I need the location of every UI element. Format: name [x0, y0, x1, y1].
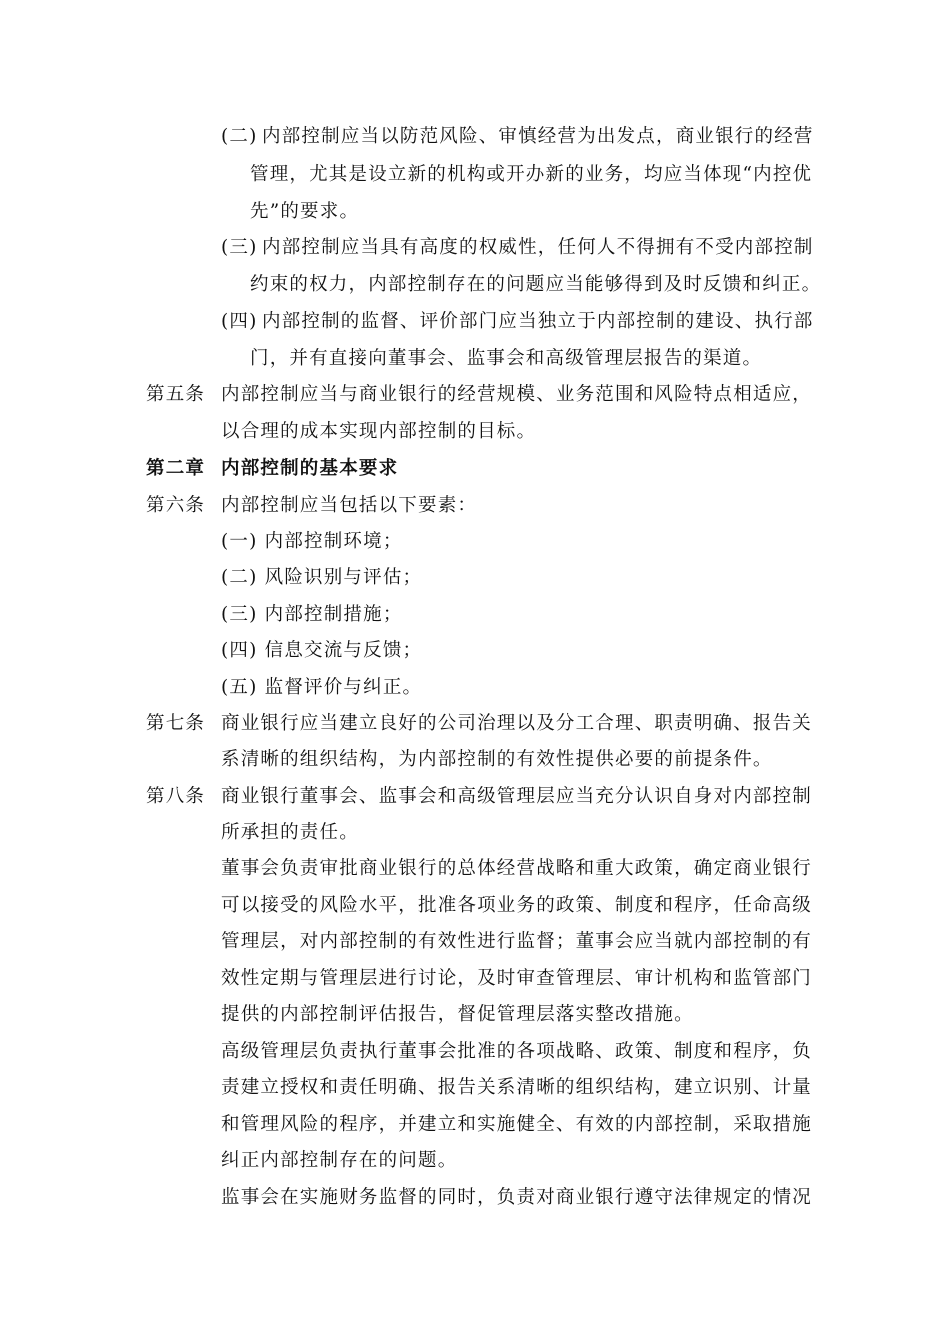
article-text-line: 内部控制应当包括以下要素： [221, 495, 478, 516]
item-text-line: 先”的要求。 [250, 201, 360, 222]
item-text-line: 约束的权力，内部控制存在的问题应当能够得到及时反馈和纠正。 [250, 274, 822, 295]
paragraph-line: 和管理风险的程序，并建立和实施健全、有效的内部控制，采取措施 [221, 1114, 813, 1135]
paragraph-line: 管理层，对内部控制的有效性进行监督；董事会应当就内部控制的有 [221, 931, 813, 952]
article-text-line: 内部控制应当与商业银行的经营规模、业务范围和风险特点相适应， [221, 384, 813, 405]
article-text-line: 商业银行董事会、监事会和高级管理层应当充分认识自身对内部控制 [221, 786, 813, 807]
paragraph-line: 董事会负责审批商业银行的总体经营战略和重大政策，确定商业银行 [221, 858, 813, 879]
article-text-line: 系清晰的组织结构，为内部控制的有效性提供必要的前提条件。 [221, 749, 773, 770]
list-item: (一) 内部控制环境； [221, 531, 403, 552]
paragraph-line: 监事会在实施财务监督的同时，负责对商业银行遵守法律规定的情况 [221, 1187, 813, 1208]
article-label: 第六条 [146, 495, 206, 516]
list-item: (三) 内部控制措施； [221, 604, 403, 625]
chapter-title: 内部控制的基本要求 [221, 458, 399, 479]
article-label: 第八条 [146, 786, 206, 807]
article-label: 第五条 [146, 384, 206, 405]
chapter-label: 第二章 [146, 458, 206, 479]
article-text-line: 以合理的成本实现内部控制的目标。 [221, 421, 537, 442]
article-text-line: 商业银行应当建立良好的公司治理以及分工合理、职责明确、报告关 [221, 713, 813, 734]
article-text-line: 所承担的责任。 [221, 822, 359, 843]
article-label: 第七条 [146, 713, 206, 734]
item-marker: (四) [221, 311, 258, 332]
item-marker: (三) [221, 237, 258, 258]
item-marker: (二) [221, 126, 258, 147]
list-item: (二) 风险识别与评估； [221, 567, 423, 588]
paragraph-line: 责建立授权和责任明确、报告关系清晰的组织结构，建立识别、计量 [221, 1077, 813, 1098]
list-item: (五) 监督评价与纠正。 [221, 677, 423, 698]
item-text-line: 内部控制应当具有高度的权威性，任何人不得拥有不受内部控制 [262, 237, 814, 258]
paragraph-line: 可以接受的风险水平，批准各项业务的政策、制度和程序，任命高级 [221, 895, 813, 916]
paragraph-line: 效性定期与管理层进行讨论，及时审查管理层、审计机构和监管部门 [221, 968, 813, 989]
paragraph-line: 高级管理层负责执行董事会批准的各项战略、政策、制度和程序，负 [221, 1041, 813, 1062]
item-text-line: 内部控制应当以防范风险、审慎经营为出发点，商业银行的经营 [262, 126, 814, 147]
item-text-line: 门，并有直接向董事会、监事会和高级管理层报告的渠道。 [250, 348, 763, 369]
paragraph-line: 提供的内部控制评估报告，督促管理层落实整改措施。 [221, 1004, 694, 1025]
item-text-line: 管理，尤其是设立新的机构或开办新的业务，均应当体现“内控优 [250, 164, 813, 185]
paragraph-line: 纠正内部控制存在的问题。 [221, 1150, 458, 1171]
list-item: (四) 信息交流与反馈； [221, 640, 423, 661]
item-text-line: 内部控制的监督、评价部门应当独立于内部控制的建设、执行部 [262, 311, 814, 332]
